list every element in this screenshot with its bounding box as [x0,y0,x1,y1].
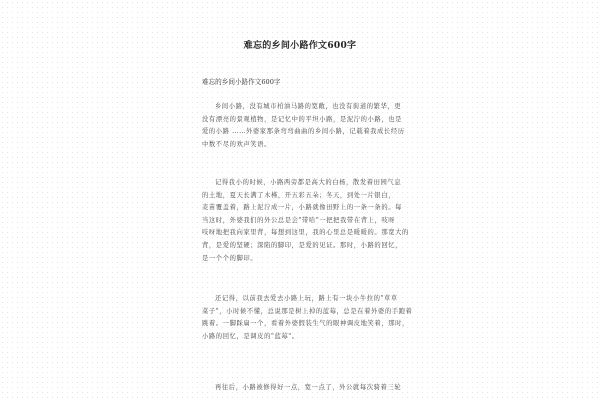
paragraph-line: 菜子"，小时候不懂，总说那是树上掉的蓝莓，总是在着外婆的手跑着 [202,307,413,315]
paragraph-3 [202,293,434,343]
paragraph-line: 的土地，夏天长满了木槿，开五彩五朵；冬天，到处一片银白， [202,191,396,199]
paragraph-line: 中数不尽的欢声笑语。 [202,140,271,148]
paragraph-2 [202,177,434,265]
document-sheet [160,0,440,400]
paragraph-line: 小路的回忆，是调皮的"蓝莓"。 [202,332,299,340]
paragraph-line: 爱的小路 ……外婆家那条弯弯曲曲的乡间小路，记载着我成长经历 [202,128,405,136]
paragraph-line: 跳着。一脚踩扁一个，看着外婆假装生气的眼神调皮地笑着，那时， [202,320,409,328]
paragraph-line: 还记得，以前我去爱去小路上玩，路上有一块小牛拉的"草草 [215,295,398,302]
document-title: 难忘的乡间小路作文600字 [243,41,357,51]
document-subtitle: 难忘的乡间小路作文600字 [202,78,281,86]
paragraph-line: 记得我小的时候，小路两旁都是高大的白杨，散发着田园气息 [215,179,402,186]
paragraph-line: 是一个个的脚印。 [202,254,258,262]
paragraph-line: 吱呀地把我向家里背，每想到这里，我的心里总是暖暖的。那宽大的 [202,229,409,237]
paragraph-line: 背，是爱的坚硬；深陷的脚印，是爱的见证。那时，小路的回忆， [202,241,403,249]
paragraph-1 [202,101,434,151]
paragraph-line: 乡间小路，没有城市柏油马路的宽敞，也没有街道的繁华，更 [215,103,402,110]
paragraph-4 [202,382,434,395]
paragraph-line: 麦苗覆盖着，路上泥泞成一片，小路就像田野上的一条一条的。每 [202,204,403,212]
paragraph-line: 再往后，小路被修得好一点，宽一点了，外公就每次骑着三轮 [215,384,402,391]
paragraph-line: 当这时，外婆我们的外公总是会"带哈"一把把我带在背上，吱呀 [202,216,396,224]
paragraph-line: 没有漂亮的景观植物，是记忆中的平坦小路，是泥泞的小路，也是 [202,115,403,123]
